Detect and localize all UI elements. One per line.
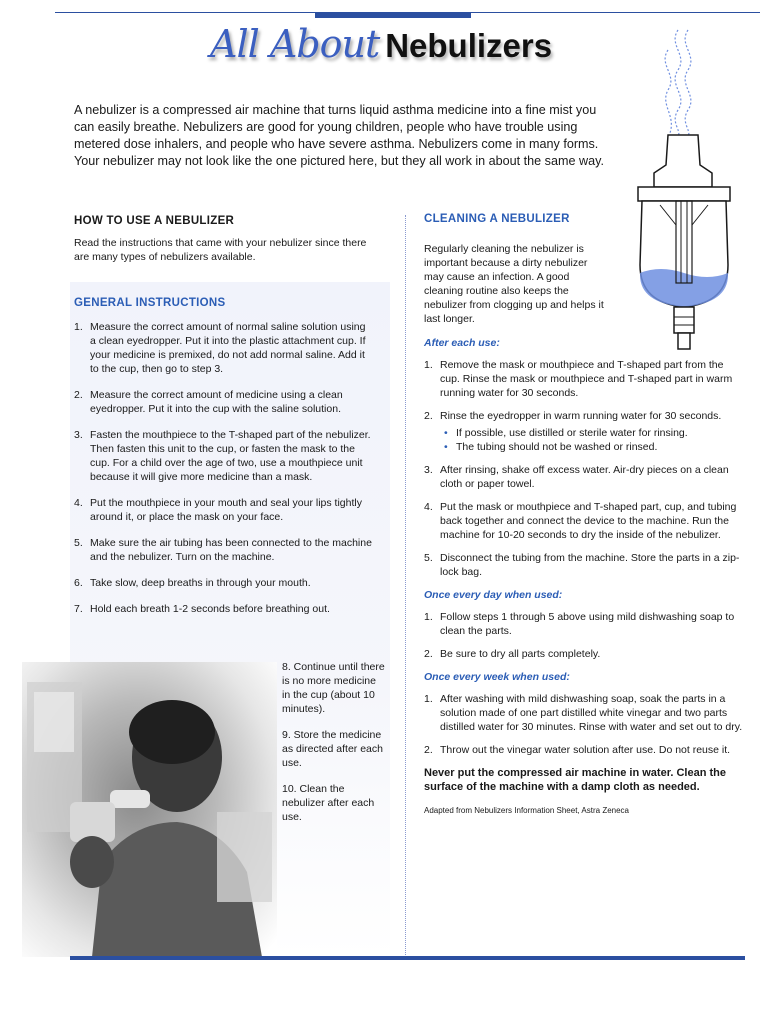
bullet-dot-icon: • [444, 427, 448, 439]
cleaning-heading: CLEANING A NEBULIZER [424, 213, 570, 225]
after-each-use-heading: After each use: [424, 337, 500, 349]
general-steps-continued [282, 660, 387, 836]
bullet-item: • If possible, use distilled or sterile water for rinsing. [444, 427, 688, 439]
weekly-heading: Once every week when used: [424, 671, 570, 683]
list-item: 6. Take slow, deep breaths in through your mouth. [74, 577, 311, 589]
list-item: 1. After washing with mild dishwashing soap, soak the parts in a solution made of one part distilled white vinegar and two parts distilled water for 30 minutes. Rinse with water and set out to dry. [424, 693, 743, 733]
list-item: 4. Put the mouthpiece in your mouth and seal your lips tightly around it, or place the mask on your face. [74, 497, 362, 523]
list-item: 2. Be sure to dry all parts completely. [424, 648, 601, 660]
general-instructions-heading: GENERAL INSTRUCTIONS [74, 297, 226, 309]
bullet-item: • The tubing should not be washed or rinsed. [444, 441, 658, 453]
list-item: 2. Rinse the eyedropper in warm running water for 30 seconds. • If possible, use distilled or sterile water for rinsing. • The tubing should not be washed or rinsed. [424, 409, 744, 454]
child-silhouette-icon [22, 662, 277, 957]
machine-warning: Never put the compressed air machine in water. Clean the surface of the machine with a damp cloth as needed. [424, 767, 726, 793]
source-credit: Adapted from Nebulizers Information Sheet, Astra Zeneca [424, 806, 629, 815]
list-item: 3. Fasten the mouthpiece to the T-shaped part of the nebulizer. Then fasten this unit to the cup, or fasten the mask to the cup. For a child over the age of two, use a mouthpiece unit because it will give more medicine than a mask. [74, 429, 371, 483]
title-bold: Nebulizers [385, 27, 553, 64]
list-item: 3. After rinsing, shake off excess water. Air-dry pieces on a clean cloth or paper towel. [424, 464, 729, 490]
list-item: 2. Throw out the vinegar water solution after use. Do not reuse it. [424, 744, 731, 756]
top-accent-bar [315, 12, 471, 18]
list-item: 10. Clean the nebulizer after each use. [282, 783, 375, 823]
daily-list [424, 610, 744, 661]
list-item: 4. Put the mask or mouthpiece and T-shaped part, cup, and tubing back together and connect the device to the machine. Run the machine for 10-20 seconds to dry the inside of the nebulizer. [424, 501, 737, 541]
intro-paragraph: A nebulizer is a compressed air machine that turns liquid asthma medicine into a fine mist you can easily breathe. Nebulizers are good for young children, people who have trouble using metered dose inhalers, and people who have severe asthma. Nebulizers come in many forms. Your nebulizer may not look like the one pictured here, but they all work in about the same way. [74, 103, 604, 168]
page-title [210, 22, 552, 82]
cleaning-section [424, 212, 744, 818]
list-item: 5. Make sure the air tubing has been connected to the machine and the nebulizer. Turn on the machine. [74, 537, 372, 563]
list-item: 2. Measure the correct amount of medicine using a clean eyedropper. Put it into the cup with the saline solution. [74, 389, 343, 415]
bullet-dot-icon: • [444, 441, 448, 453]
column-divider [405, 215, 406, 955]
after-each-use-list [424, 358, 744, 579]
how-to-text: Read the instructions that came with your nebulizer since there are many types of nebulizers available. [74, 237, 367, 263]
how-to-heading: HOW TO USE A NEBULIZER [74, 215, 235, 227]
list-item: 9. Store the medicine as directed after each use. [282, 729, 383, 769]
title-script: All About [210, 22, 380, 66]
cleaning-intro: Regularly cleaning the nebulizer is important because a dirty nebulizer may cause an infection. A good cleaning routine also keeps the nebulizer from clogging up and helps it last longer. [424, 243, 604, 325]
rinse-bullets [440, 426, 744, 454]
list-item: 1. Follow steps 1 through 5 above using mild dishwashing soap to clean the parts. [424, 611, 735, 637]
daily-heading: Once every day when used: [424, 589, 563, 601]
child-using-nebulizer-photo-icon [22, 662, 277, 957]
bottom-rule [70, 956, 745, 960]
list-item: 1. Measure the correct amount of normal saline solution using a clean eyedropper. Put it into the plastic attachment cup. If your medicine is premixed, do not add normal saline. Add it to the cup, then go to step 3. [74, 321, 366, 375]
list-item: 7. Hold each breath 1-2 seconds before breathing out. [74, 603, 330, 615]
list-item: 8. Continue until there is no more medicine in the cup (about 10 minutes). [282, 661, 385, 715]
list-item: 1. Remove the mask or mouthpiece and T-shaped part from the cup. Rinse the mask or mouthpiece and T-shaped part in warm running water for 30 seconds. [424, 359, 733, 399]
list-item: 5. Disconnect the tubing from the machine. Store the parts in a zip-lock bag. [424, 552, 740, 578]
weekly-list [424, 692, 744, 757]
general-steps-list [74, 320, 374, 628]
